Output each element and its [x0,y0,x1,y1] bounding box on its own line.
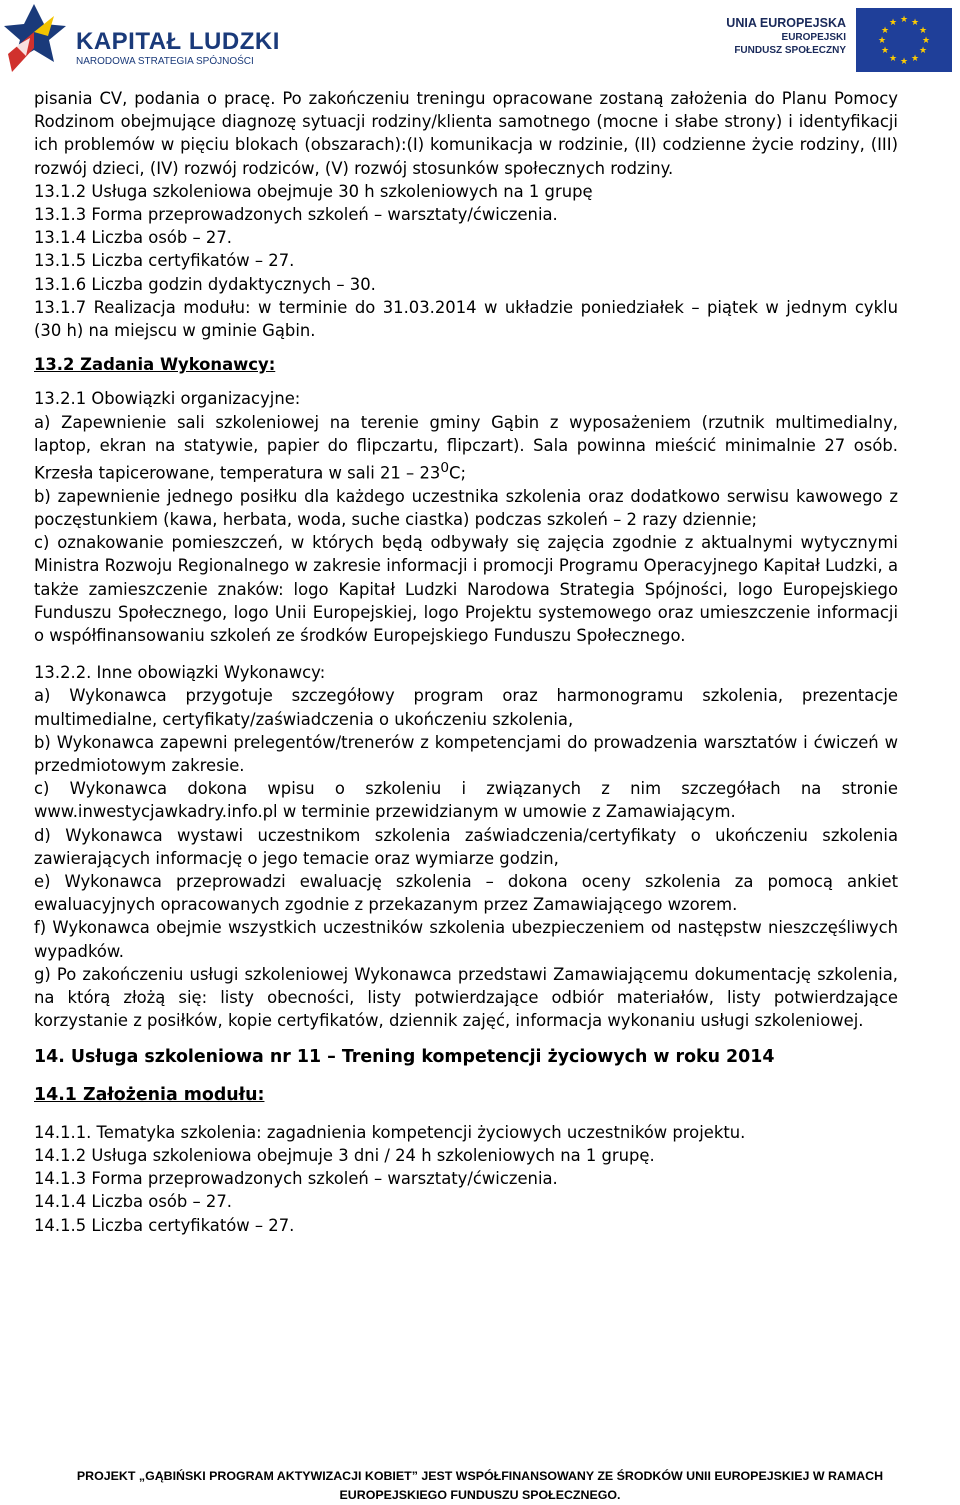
document-body [34,87,898,1237]
section-heading-14: 14. Usługa szkoleniowa nr 11 – Trening kompetencji życiowych w roku 2014 [34,1047,775,1068]
degree-superscript: 0 [440,460,450,477]
contractor-item-g: g) Po zakończeniu usługi szkoleniowej Wykonawca przedstawi Zamawiającemu dokumentację szkolenia, na którą złożą się: listy obecności, listy potwierdzające odbiór materiałów, listy potwierdzające korzystanie z posiłków, kopie certyfikatów, dziennik zajęć, informacja wykonaniu usługi szkoleniowej. [34,964,898,1031]
footer-line1: PROJEKT „GĄBIŃSKI PROGRAM AKTYWIZACJI KOBIET” JEST WSPÓŁFINANSOWANY ZE ŚRODKÓW UNII EUROPEJSKIEJ W RAMACH [76,1469,884,1483]
page-footer [0,1467,960,1505]
list-item-14-1-1: 14.1.1. Tematyka szkolenia: zagadnienia kompetencji życiowych uczestników projektu. [34,1122,746,1142]
svg-text:★: ★ [899,15,909,25]
eu-efs-logo [722,8,952,72]
svg-text:★: ★ [921,36,931,46]
eu-logo-text [722,16,846,57]
svg-text:★: ★ [888,18,898,28]
contractor-item-b: b) Wykonawca zapewni prelegentów/trenerów z kompetencjami do prowadzenia warsztatów i ćwiczeń w przedmiotowym zakresie. [34,732,898,775]
kapital-ludzki-title: KAPITAŁ LUDZKI [76,28,280,55]
duty-item-b: b) zapewnienie jednego posiłku dla każdego uczestnika szkolenia oraz dodatkowo serwisu kawowego z poczęstunkiem (kawa, herbata, woda, suche ciastka) podczas szkoleń – 2 razy dziennie; [34,486,898,529]
duty-item-a [34,411,898,485]
contractor-item-c: c) Wykonawca dokona wpisu o szkoleniu i związanych z nim szczegółach na stronie www.inwestycjawkadry.info.pl w terminie przewidzianym w umowie z Zamawiającym. [34,779,898,822]
kapital-ludzki-subtitle: NARODOWA STRATEGIA SPÓJNOŚCI [76,56,254,67]
eu-logo-line2: EUROPEJSKI [781,32,846,43]
list-item-14-1-3: 14.1.3 Forma przeprowadzonych szkoleń – warsztaty/ćwiczenia. [34,1169,558,1189]
svg-text:★: ★ [899,57,909,67]
list-item-13-1-2: 13.1.2 Usługa szkoleniowa obejmuje 30 h szkoleniowych na 1 grupę [34,181,593,201]
eu-flag-icon [856,8,952,72]
eu-logo-line3: FUNDUSZ SPOŁECZNY [734,45,846,56]
section-heading-13-2: 13.2 Zadania Wykonawcy: [34,355,276,375]
subsection-13-2-2: 13.2.2. Inne obowiązki Wykonawcy: [34,663,326,683]
page-header [0,0,960,80]
contractor-item-f: f) Wykonawca obejmie wszystkich uczestników szkolenia ubezpieczeniem od następstw nieszczęśliwych wypadków. [34,918,898,961]
eu-logo-line1: UNIA EUROPEJSKA [726,16,846,30]
svg-text:★: ★ [910,54,920,64]
svg-text:★: ★ [888,54,898,64]
kapital-ludzki-emblem-icon [4,2,70,74]
list-item-13-1-7: 13.1.7 Realizacja modułu: w terminie do 31.03.2014 w układzie poniedziałek – piątek w jednym cyklu (30 h) na miejscu w gminie Gąbin. [34,297,898,341]
duty-item-c: c) oznakowanie pomieszczeń, w których będą odbywały się zajęcia zgodnie z aktualnymi wytycznymi Ministra Rozwoju Regionalnego w zakresie informacji i promocji Programu Operacyjnego Kapitał Ludzki, a także zamieszczenie znaków: logo Kapitał Ludzki Narodowa Strategia Spójności, logo Europejskiego Funduszu Społecznego, logo Unii Europejskiej, logo Projektu systemowego oraz umieszczenie informacji o współfinansowaniu szkoleń ze środków Europejskiego Funduszu Społecznego. [34,533,898,645]
duty-item-a-unit: C; [449,463,466,483]
svg-text:★: ★ [880,26,890,36]
list-item-13-1-4: 13.1.4 Liczba osób – 27. [34,228,232,248]
footer-line2: EUROPEJSKIEGO FUNDUSZU SPOŁECZNEGO. [339,1488,621,1502]
kapital-ludzki-logo [4,2,304,74]
svg-text:★: ★ [880,46,890,56]
contractor-item-e: e) Wykonawca przeprowadzi ewaluację szkolenia – dokona oceny szkolenia za pomocą ankiet ewaluacyjnych opracowanych zgodnie z przekazanym przez Zamawiającego wzorem. [34,871,898,915]
contractor-item-a: a) Wykonawca przygotuje szczegółowy program oraz harmonogramu szkolenia, prezentacje multimedialne, certyfikaty/zaświadczenia o ukończeniu szkolenia, [34,686,898,729]
list-item-14-1-5: 14.1.5 Liczba certyfikatów – 27. [34,1215,295,1235]
subsection-13-2-1: 13.2.1 Obowiązki organizacyjne: [34,389,301,409]
duty-item-a-text: a) Zapewnienie sali szkoleniowej na terenie gminy Gąbin z wyposażeniem (rzutnik multimedialny, laptop, ekran na statywie, papier do flipczartu, flipczart). Sala powinna mieścić minimalnie 27 osób. Krzesła tapicerowane, temperatura w sali 21 – 23 [34,412,898,483]
svg-text:★: ★ [918,26,928,36]
svg-text:★: ★ [877,36,887,46]
section-heading-14-1: 14.1 Założenia modułu: [34,1084,265,1105]
list-item-13-1-3: 13.1.3 Forma przeprowadzonych szkoleń – warsztaty/ćwiczenia. [34,205,558,225]
contractor-item-d: d) Wykonawca wystawi uczestnikom szkolenia zaświadczenia/certyfikaty o ukończeniu szkolenia zawierających informację o jego temacie oraz wymiarze godzin, [34,825,898,868]
list-item-13-1-6: 13.1.6 Liczba godzin dydaktycznych – 30. [34,274,376,294]
list-item-13-1-5: 13.1.5 Liczba certyfikatów – 27. [34,251,295,271]
paragraph-intro: pisania CV, podania o pracę. Po zakończeniu treningu opracowane zostaną założenia do Planu Pomocy Rodzinom obejmujące diagnozę sytuacji rodziny/klienta samotnego (mocne i słabe strony) i identyfikacji ich problemów w pięciu blokach (obszarach):(I) komunikacja w rodzinie, (II) codzienne życie rodziny, (III) rozwój dzieci, (IV) rozwój rodziców, (V) rozwój stosunków społecznych rodziny. [34,89,898,178]
svg-text:★: ★ [910,18,920,28]
list-item-14-1-4: 14.1.4 Liczba osób – 27. [34,1192,232,1212]
svg-text:★: ★ [918,46,928,56]
list-item-14-1-2: 14.1.2 Usługa szkoleniowa obejmuje 3 dni / 24 h szkoleniowych na 1 grupę. [34,1146,655,1165]
